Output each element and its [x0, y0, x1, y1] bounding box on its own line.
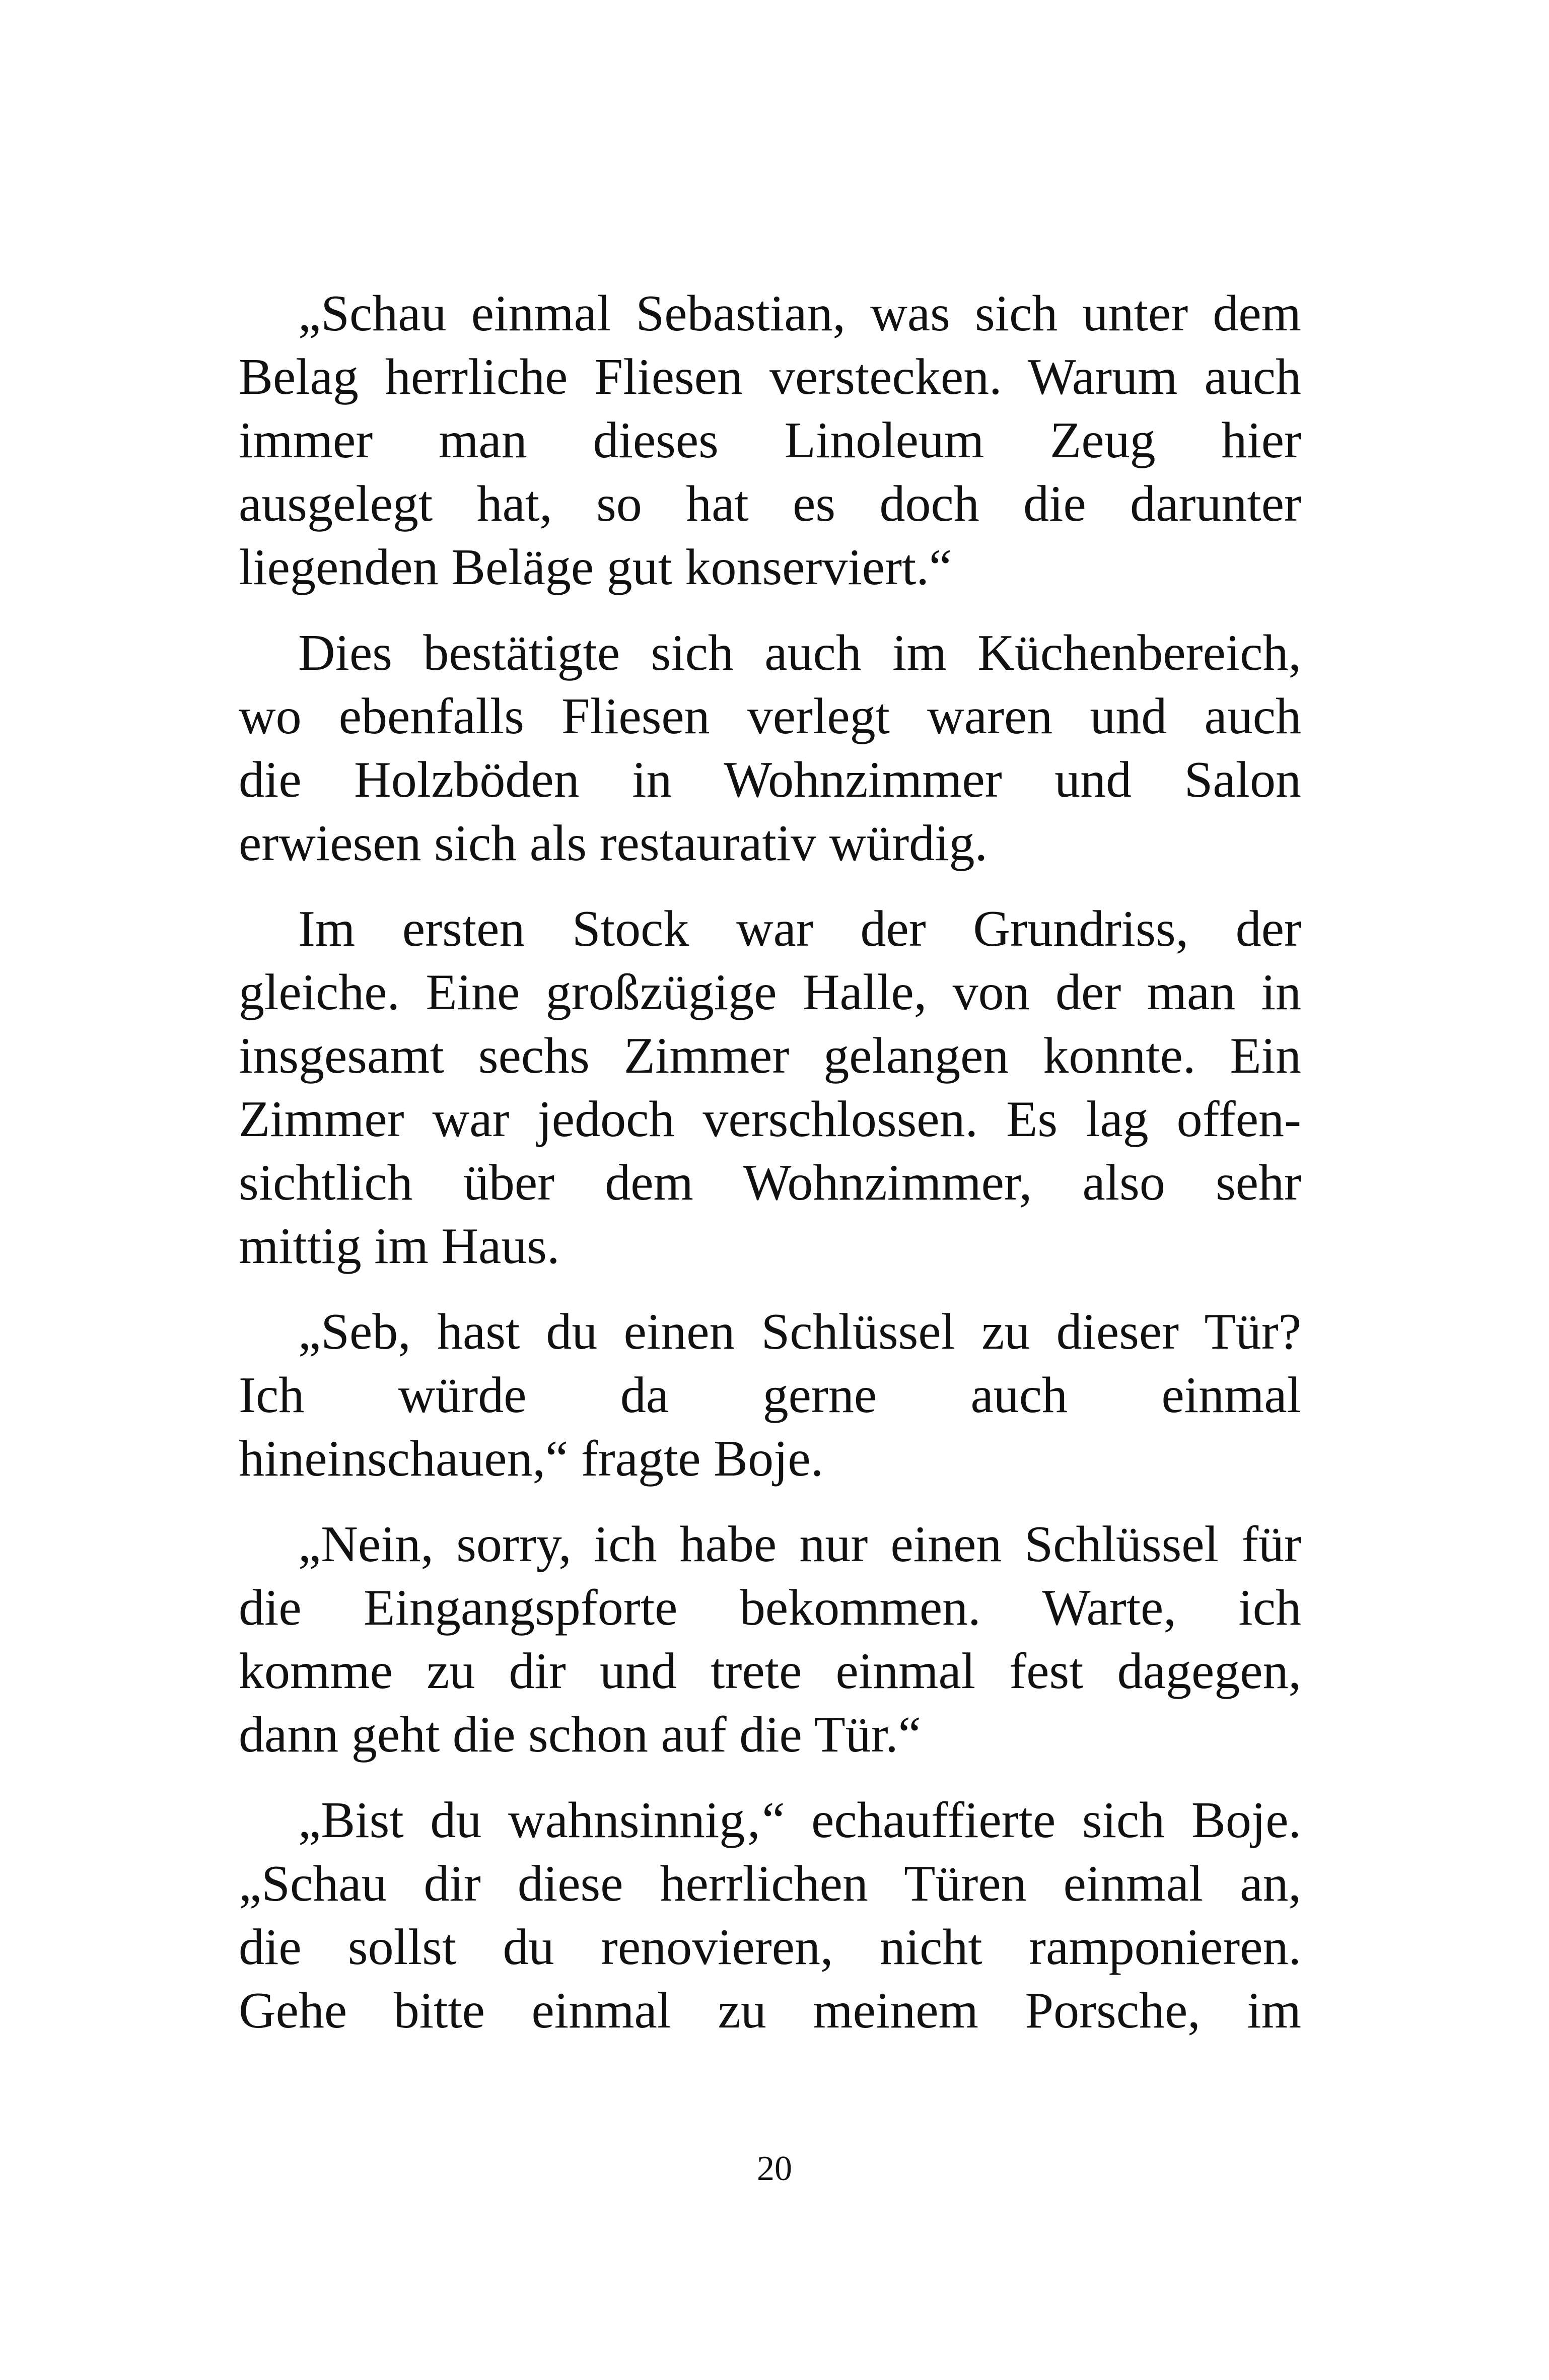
text-line: Dies bestätigte sich auch im Küchenbereich, — [298, 624, 1301, 681]
paragraph-1 — [239, 282, 1301, 599]
text-line: Gehe bitte einmal zu meinem Porsche, im — [239, 1982, 1301, 2039]
text-line: „Schau einmal Sebastian, was sich unter dem — [298, 285, 1301, 342]
paragraph-6 — [239, 1789, 1301, 2043]
text-line: Ich würde da gerne auch einmal — [239, 1367, 1301, 1424]
text-line: immer man dieses Linoleum Zeug hier — [239, 412, 1301, 469]
text-line: „Nein, sorry, ich habe nur einen Schlüssel für — [298, 1516, 1301, 1573]
text-line: wo ebenfalls Fliesen verlegt waren und auch — [239, 688, 1301, 745]
text-line: hineinschauen,“ fragte Boje. — [239, 1430, 824, 1487]
text-line: die Eingangspforte bekommen. Warte, ich — [239, 1579, 1301, 1636]
text-line: „Seb, hast du einen Schlüssel zu dieser Tür? — [298, 1303, 1301, 1360]
text-line: Zimmer war jedoch verschlossen. Es lag offen- — [239, 1091, 1301, 1148]
body-text — [239, 282, 1301, 2065]
text-line: ausgelegt hat, so hat es doch die darunter — [239, 475, 1301, 532]
text-line: erwiesen sich als restaurativ würdig. — [239, 815, 988, 872]
text-line: die Holzböden in Wohnzimmer und Salon — [239, 751, 1301, 808]
paragraph-3 — [239, 897, 1301, 1278]
text-line: Belag herrliche Fliesen verstecken. Warum auch — [239, 348, 1301, 405]
paragraph-5 — [239, 1513, 1301, 1767]
text-line: dann geht die schon auf die Tür.“ — [239, 1706, 921, 1763]
text-line: insgesamt sechs Zimmer gelangen konnte. Ein — [239, 1027, 1301, 1084]
page-number: 20 — [757, 2149, 792, 2188]
text-line: liegenden Beläge gut konserviert.“ — [239, 539, 952, 596]
text-line: gleiche. Eine großzügige Halle, von der man in — [239, 964, 1301, 1021]
text-line: komme zu dir und trete einmal fest dagegen, — [239, 1643, 1301, 1700]
text-line: sichtlich über dem Wohnzimmer, also sehr — [239, 1154, 1301, 1211]
text-line: „Bist du wahnsinnig‚“ echauffierte sich Boje. — [298, 1792, 1301, 1849]
paragraph-2 — [239, 621, 1301, 875]
paragraph-4 — [239, 1300, 1301, 1491]
text-line: „Schau dir diese herrlichen Türen einmal an, — [239, 1855, 1301, 1912]
text-line: Im ersten Stock war der Grundriss, der — [298, 900, 1301, 957]
text-line: die sollst du renovieren, nicht ramponieren. — [239, 1919, 1301, 1976]
text-line: mittig im Haus. — [239, 1218, 560, 1275]
